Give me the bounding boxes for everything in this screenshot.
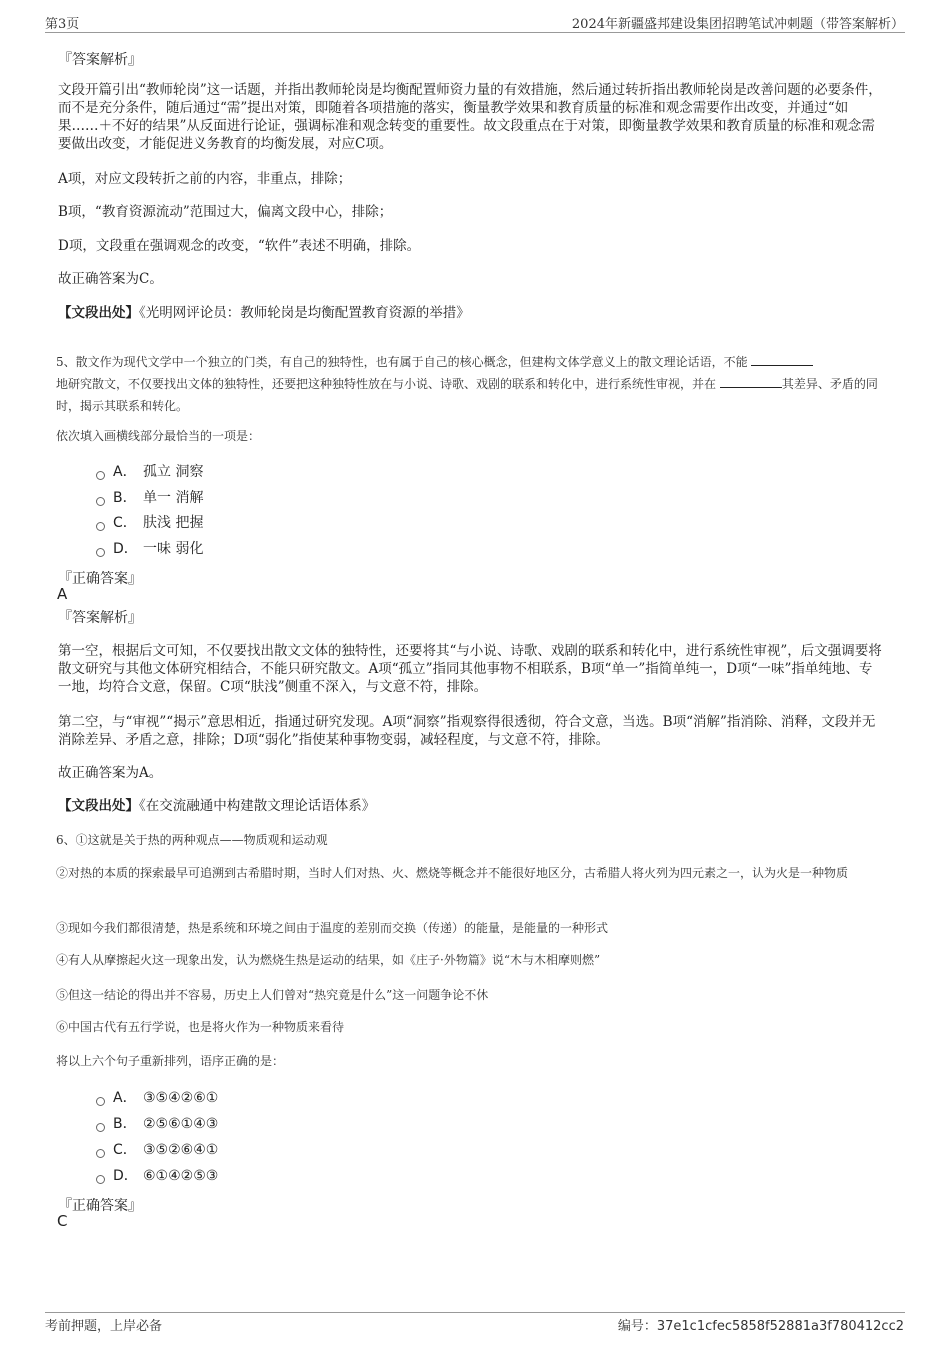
option-a[interactable] [96,1089,218,1107]
option-letter: D． [113,1168,138,1184]
option-text: 肤浅 把握 [143,515,204,531]
conclusion: 故正确答案为A。 [58,765,163,781]
radio-icon[interactable] [96,497,105,506]
correct-answer-label: 『正确答案』 [58,1198,142,1214]
option-letter: C． [113,515,137,531]
sentence-2: ②对热的本质的探索最早可追溯到古希腊时期，当时人们对热、火、燃烧等概念并不能很好地区分，古希腊人将火列为四元素之一，认为火是一种物质 [56,866,849,880]
radio-icon[interactable] [96,1175,105,1184]
source-citation [58,304,884,322]
fill-blank [720,373,782,388]
header-rule [45,32,905,33]
sentence-4: ④有人从摩擦起火这一现象出发，认为燃烧生热是运动的结果，如《庄子·外物篇》说“木与木相摩则燃” [56,953,601,967]
stem-part: 5、散文作为现代文学中一个独立的门类，有自己的独特性，也有属于自己的核心概念，但建构文体学意义上的散文理论话语，不能 [56,355,748,369]
option-letter: A． [113,1090,137,1106]
radio-icon[interactable] [96,1123,105,1132]
analysis-option-d: D项，文段重在强调观念的改变，“软件”表述不明确，排除。 [58,238,421,254]
sentence-5: ⑤但这一结论的得出并不容易，历史上人们曾对“热究竟是什么”这一问题争论不休 [56,988,489,1002]
analysis-option-a: A项，对应文段转折之前的内容，非重点，排除； [58,171,352,187]
option-text: 一味 弱化 [143,541,204,557]
analysis-paragraph: 第二空，与“审视”“揭示”意思相近，指通过研究发现。A项“洞察”指观察得很透彻，符合文意，当选。B项“消解”指消除、消释，文段并无消除差异、矛盾之意，排除；D项“弱化”指使某种事物变弱，减轻程度，与文意不符，排除。 [58,714,876,748]
question-instruction: 依次填入画横线部分最恰当的一项是： [56,429,261,443]
source-tag: 【文段出处】 [58,305,139,321]
document-code [618,1315,904,1334]
source-text: 《在交流融通中构建散文理论话语体系》 [139,798,376,814]
option-b[interactable] [96,1115,218,1133]
option-b[interactable] [96,489,203,507]
question-stem [56,351,892,417]
option-letter: C． [113,1142,137,1158]
option-text: ③⑤④②⑥① [143,1090,219,1106]
option-c[interactable] [96,514,203,532]
analysis-paragraph: 文段开篇引出“教师轮岗”这一话题，并指出教师轮岗是均衡配置师资力量的有效措施，然后通过转折指出教师轮岗是改善问题的必要条件，而不是充分条件，随后通过“需”提出对策，即随着各项措施的落实，衡量教学效果和教育质量的标准和观念需要作出改变，并通过“如果……＋不好的结果”从反面进行论证，强调标准和观念转变的重要性。故文段重点在于对策，即衡量教学效果和教育质量的标准和观念需要做出改变，才能促进义务教育的均衡发展，对应C项。 [58,82,882,152]
correct-answer: A [57,585,68,603]
radio-icon[interactable] [96,471,105,480]
source-citation [58,797,884,815]
radio-icon[interactable] [96,1097,105,1106]
option-text: 单一 消解 [143,490,204,506]
radio-icon[interactable] [96,1149,105,1158]
option-text: ⑥①④②⑤③ [143,1168,219,1184]
radio-icon[interactable] [96,548,105,557]
option-letter: B． [113,490,137,506]
stem-part: 其差异、矛盾的同时，揭示其联系和转化。 [56,377,878,413]
footer-rule [45,1312,905,1313]
fill-blank [751,351,813,366]
source-tag: 【文段出处】 [58,798,139,814]
option-letter: B． [113,1116,137,1132]
option-text: 孤立 洞察 [143,464,204,480]
conclusion: 故正确答案为C。 [58,271,163,287]
option-text: ③⑤②⑥④① [143,1142,219,1158]
source-text: 《光明网评论员：教师轮岗是均衡配置教育资源的举措》 [139,305,470,321]
analysis-label: 『答案解析』 [58,52,142,68]
stem-part: 地研究散文，不仅要找出文体的独特性，还要把这种独特性放在与小说、诗歌、戏剧的联系和转化中，进行系统性审视，并在 [56,377,717,391]
code-label: 编号： [617,1319,657,1334]
question-instruction: 将以上六个句子重新排列，语序正确的是： [56,1054,285,1068]
page-number: 第3页 [45,17,80,32]
analysis-option-b: B项，“教育资源流动”范围过大，偏离文段中心，排除； [58,204,393,220]
correct-answer: C [57,1212,68,1230]
option-letter: A． [113,464,137,480]
option-letter: D． [113,541,138,557]
analysis-paragraph: 第一空，根据后文可知，不仅要找出散文文体的独特性，还要将其“与小说、诗歌、戏剧的联系和转化中，进行系统性审视”，后文强调要将散文研究与其他文体研究相结合，不能只研究散文。A项“孤立”指同其他事物不相联系，B项“单一”指简单纯一，D项“一味”指单纯地、专一地，均符合文意，保留。C项“肤浅”侧重不深入，与文意不符，排除。 [58,643,882,695]
option-d[interactable] [96,540,203,558]
code-value: 37e1c1cfec5858f52881a3f780412cc2 [656,1319,904,1334]
radio-icon[interactable] [96,522,105,531]
sentence-6: ⑥中国古代有五行学说，也是将火作为一种物质来看待 [56,1020,345,1034]
option-a[interactable] [96,463,203,481]
sentence-1: 6、①这就是关于热的两种观点——物质观和运动观 [56,833,328,847]
option-d[interactable] [96,1167,218,1185]
analysis-label: 『答案解析』 [58,610,142,626]
footer-slogan: 考前押题，上岸必备 [45,1319,163,1334]
sentence-3: ③现如今我们都很清楚，热是系统和环境之间由于温度的差别而交换（传递）的能量，是能量的一种形式 [56,921,609,935]
option-c[interactable] [96,1141,218,1159]
document-title: 2024年新疆盛邦建设集团招聘笔试冲刺题（带答案解析） [571,17,904,32]
correct-answer-label: 『正确答案』 [58,571,142,587]
option-text: ②⑤⑥①④③ [143,1116,219,1132]
